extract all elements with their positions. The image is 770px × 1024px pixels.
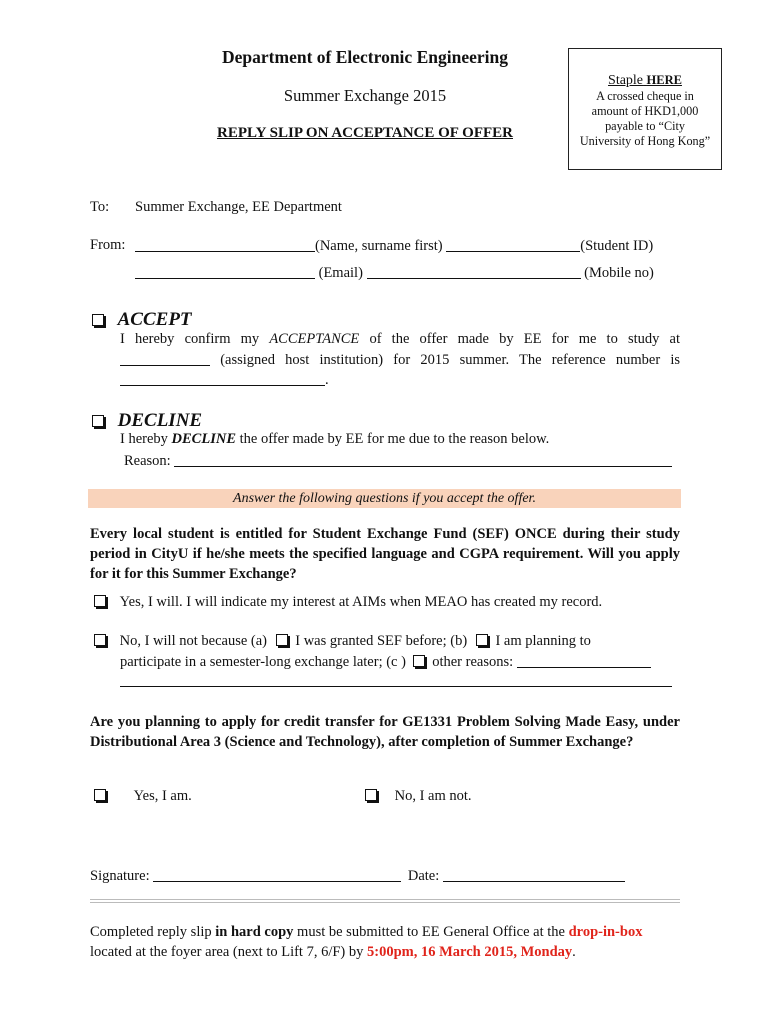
decline-option — [92, 410, 202, 432]
sef-other-checkbox[interactable] — [413, 655, 425, 667]
instruction-band: Answer the following questions if you accept the offer. — [88, 489, 681, 508]
department-title: Department of Electronic Engineering — [222, 47, 508, 67]
signature-line — [90, 867, 625, 885]
staple-title: Staple HERE — [608, 73, 682, 88]
decline-checkbox[interactable] — [92, 415, 104, 427]
signature-field[interactable] — [153, 867, 401, 882]
credit-no-option — [365, 788, 472, 805]
credit-yes-checkbox[interactable] — [94, 789, 106, 801]
email-field[interactable] — [135, 264, 315, 279]
credit-no-label: No, I am not. — [394, 788, 472, 804]
sef-granted-checkbox[interactable] — [276, 634, 288, 646]
footer-line-1: Completed reply slip in hard copy must be submitted to EE General Office at the drop-in-box — [90, 924, 643, 940]
staple-line-2: amount of HKD1,000 — [591, 104, 699, 118]
program-title: Summer Exchange 2015 — [283, 86, 447, 105]
sef-other-field[interactable] — [517, 653, 651, 668]
mobile-field[interactable] — [367, 264, 581, 279]
mobile-label: (Mobile no) — [584, 265, 654, 281]
from-label: From: — [90, 237, 126, 253]
reason-line — [124, 452, 672, 470]
credit-yes-option — [94, 788, 192, 805]
name-field[interactable] — [135, 237, 315, 252]
date-field[interactable] — [443, 867, 625, 882]
reference-number-field[interactable] — [120, 371, 325, 386]
sef-yes-checkbox[interactable] — [94, 595, 106, 607]
signature-label: Signature: — [90, 868, 150, 884]
student-id-label: (Student ID) — [580, 238, 654, 254]
name-label: (Name, surname first) — [315, 238, 443, 254]
from-line-1 — [135, 237, 653, 255]
date-label: Date: — [407, 868, 440, 884]
accept-checkbox[interactable] — [92, 314, 104, 326]
deadline-text: 5:00pm, 16 March 2015, Monday — [367, 944, 573, 960]
decline-heading: DECLINE — [117, 410, 203, 431]
credit-no-checkbox[interactable] — [365, 789, 377, 801]
accept-heading: ACCEPT — [117, 309, 192, 330]
accept-paragraph: I hereby confirm my ACCEPTANCE of the offer made by EE for me to study at (assigned host institution) for 2015 summer. The reference number is . — [120, 331, 681, 388]
from-line-2 — [135, 264, 654, 282]
staple-box — [568, 48, 722, 170]
sef-no-option — [94, 633, 591, 650]
sef-yes-label: Yes, I will. I will indicate my interest at AIMs when MEAO has created my record. — [119, 594, 603, 610]
host-institution-field[interactable] — [120, 351, 210, 366]
sef-other-label: other reasons: — [432, 654, 514, 670]
reason-field[interactable] — [174, 452, 672, 467]
credit-transfer-question: Are you planning to apply for credit transfer for GE1331 Problem Solving Made Easy, under Distributional Area 3 (Science and Technology), after completion of Summer Exchange? — [90, 714, 680, 750]
sef-no-checkbox[interactable] — [94, 634, 106, 646]
sef-other-line[interactable] — [120, 686, 672, 687]
student-id-field[interactable] — [446, 237, 580, 252]
decline-text: I hereby DECLINE the offer made by EE for me due to the reason below. — [120, 431, 550, 447]
sef-semester-checkbox[interactable] — [476, 634, 488, 646]
divider-bottom — [90, 902, 680, 903]
divider-top — [90, 899, 680, 900]
sef-semester-label: I am planning to — [495, 633, 591, 649]
staple-line-4: University of Hong Kong” — [579, 134, 711, 148]
reason-label: Reason: — [124, 453, 171, 469]
staple-line-3: payable to “City — [605, 119, 685, 133]
form-title: REPLY SLIP ON ACCEPTANCE OF OFFER — [216, 125, 513, 141]
footer-line-2: located at the foyer area (next to Lift 7, 6/F) by 5:00pm, 16 March 2015, Monday. — [90, 944, 576, 960]
sef-no-label: No, I will not because (a) — [119, 633, 267, 649]
credit-yes-label: Yes, I am. — [133, 788, 192, 804]
sef-yes-option — [94, 594, 602, 611]
drop-in-box-text: drop-in-box — [568, 924, 643, 940]
accept-option — [92, 309, 192, 331]
to-value: Summer Exchange, EE Department — [135, 199, 342, 215]
sef-no-line-2: participate in a semester-long exchange later; (c ) other reasons: — [120, 653, 651, 671]
staple-line-1: A crossed cheque in — [596, 89, 694, 103]
email-label: (Email) — [318, 265, 363, 281]
sef-question: Every local student is entitled for Student Exchange Fund (SEF) ONCE during their study period in CityU if he/she meets the specified language and CGPA requirement. Will you apply for it for this Summer Exchange? — [90, 526, 680, 582]
to-label: To: — [90, 199, 110, 215]
sef-granted-label: I was granted SEF before; (b) — [295, 633, 468, 649]
